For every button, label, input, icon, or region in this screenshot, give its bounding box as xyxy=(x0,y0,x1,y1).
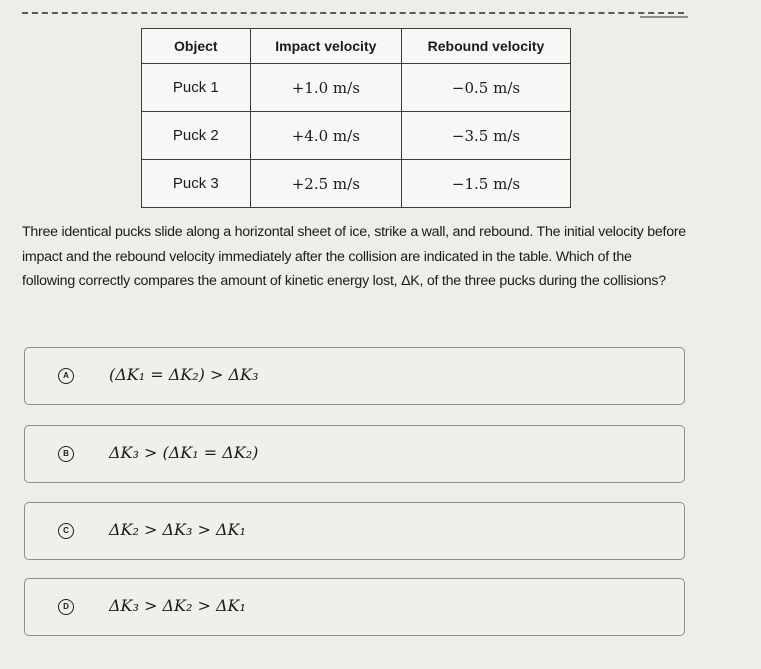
cell-rebound-velocity: −3.5 m/s xyxy=(401,112,570,160)
choice-text-d: ΔK₃ > ΔK₂ > ΔK₁ xyxy=(109,596,246,615)
choice-text-b: ΔK₃ > (ΔK₁ = ΔK₂) xyxy=(109,443,259,462)
cell-object: Puck 2 xyxy=(142,112,251,160)
cell-object: Puck 1 xyxy=(142,64,251,112)
cell-impact-velocity: +2.5 m/s xyxy=(250,160,401,208)
question-text: Three identical pucks slide along a horizontal sheet of ice, strike a wall, and rebound. The initial velocity before impact and the rebound velocity immediately after the collision are indicated in the table. Which of the following correctly compares the amount of kinetic energy lost, ΔK, of the three pucks during the collisions? xyxy=(22,224,686,289)
choice-text-c: ΔK₂ > ΔK₃ > ΔK₁ xyxy=(109,520,246,539)
choice-letter-d: D xyxy=(58,599,74,615)
answer-choice-c[interactable] xyxy=(24,502,685,560)
choice-letter-a: A xyxy=(58,368,74,384)
header-object: Object xyxy=(142,29,251,64)
table-row xyxy=(142,160,571,208)
header-rebound-velocity: Rebound velocity xyxy=(401,29,570,64)
cell-rebound-velocity: −0.5 m/s xyxy=(401,64,570,112)
cell-impact-velocity: +4.0 m/s xyxy=(250,112,401,160)
toolbar-edge xyxy=(640,0,688,18)
header-impact-velocity: Impact velocity xyxy=(250,29,401,64)
cell-object: Puck 3 xyxy=(142,160,251,208)
choice-letter-b: B xyxy=(58,446,74,462)
velocity-table xyxy=(141,28,571,208)
cell-impact-velocity: +1.0 m/s xyxy=(250,64,401,112)
answer-choice-a[interactable] xyxy=(24,347,685,405)
top-divider xyxy=(22,12,684,14)
table-row xyxy=(142,64,571,112)
table-header-row xyxy=(142,29,571,64)
table-row xyxy=(142,112,571,160)
cell-rebound-velocity: −1.5 m/s xyxy=(401,160,570,208)
answer-choice-d[interactable] xyxy=(24,578,685,636)
answer-choice-b[interactable] xyxy=(24,425,685,483)
choice-letter-c: C xyxy=(58,523,74,539)
choice-text-a: (ΔK₁ = ΔK₂) > ΔK₃ xyxy=(109,365,259,384)
